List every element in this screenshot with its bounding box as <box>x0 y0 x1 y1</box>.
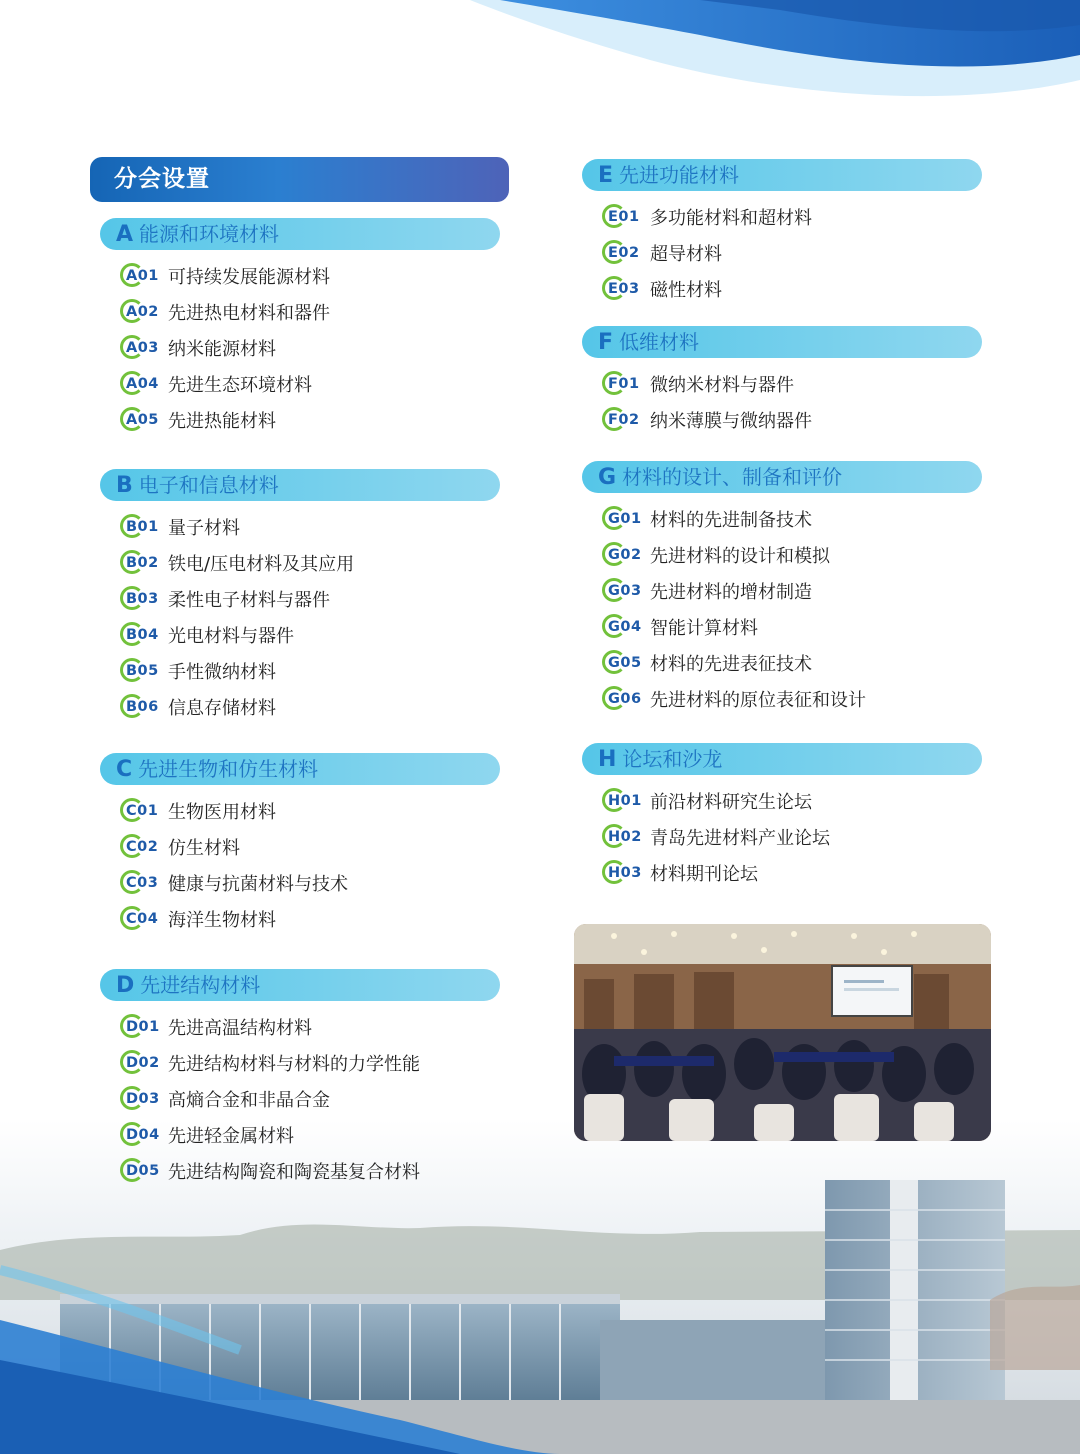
conference-hall-photo <box>574 924 991 1141</box>
item-label: 先进热电材料和器件 <box>168 303 330 324</box>
code-badge: H01 <box>602 787 646 815</box>
list-item <box>120 617 500 653</box>
code-badge: B05 <box>120 657 164 685</box>
item-label: 材料的先进表征技术 <box>650 654 812 675</box>
list-item <box>602 199 982 235</box>
item-label: 材料期刊论坛 <box>650 864 758 885</box>
item-label: 健康与抗菌材料与技术 <box>168 874 348 895</box>
section-letter: H <box>598 747 617 772</box>
list-item <box>120 653 500 689</box>
section-name: 低维材料 <box>619 330 700 354</box>
list-item <box>120 366 500 402</box>
item-label: 前沿材料研究生论坛 <box>650 792 812 813</box>
section-b <box>100 469 500 725</box>
code-badge: D04 <box>120 1121 164 1149</box>
code-badge: B06 <box>120 693 164 721</box>
item-label: 磁性材料 <box>650 280 722 301</box>
list-item <box>120 793 500 829</box>
code-badge: G06 <box>602 685 646 713</box>
list-item <box>120 1009 500 1045</box>
section-name: 先进功能材料 <box>619 163 740 187</box>
section-header <box>582 743 982 775</box>
item-label: 先进材料的设计和模拟 <box>650 546 830 567</box>
code-badge: D03 <box>120 1085 164 1113</box>
code-badge: H02 <box>602 823 646 851</box>
code-badge: G02 <box>602 541 646 569</box>
section-letter: A <box>116 222 134 247</box>
section-d <box>100 969 500 1189</box>
item-label: 仿生材料 <box>168 838 240 859</box>
code-badge: C04 <box>120 905 164 933</box>
list-item <box>602 645 982 681</box>
code-badge: A01 <box>120 262 164 290</box>
section-header <box>582 159 982 191</box>
item-label: 先进生态环境材料 <box>168 375 312 396</box>
item-label: 纳米薄膜与微纳器件 <box>650 411 812 432</box>
section-c <box>100 753 500 937</box>
list-item <box>120 689 500 725</box>
section-letter: F <box>598 330 614 355</box>
code-badge: C01 <box>120 797 164 825</box>
section-e <box>582 159 982 307</box>
list-item <box>120 865 500 901</box>
list-item <box>120 402 500 438</box>
section-name: 先进生物和仿生材料 <box>138 757 319 781</box>
item-label: 先进轻金属材料 <box>168 1126 294 1147</box>
top-wave-decoration <box>0 0 1080 140</box>
code-badge: A02 <box>120 298 164 326</box>
list-item <box>602 537 982 573</box>
list-item <box>120 581 500 617</box>
section-h <box>582 743 982 891</box>
item-label: 青岛先进材料产业论坛 <box>650 828 830 849</box>
item-label: 柔性电子材料与器件 <box>168 590 330 611</box>
code-badge: F02 <box>602 406 646 434</box>
code-badge: C02 <box>120 833 164 861</box>
item-label: 智能计算材料 <box>650 618 758 639</box>
code-badge: D01 <box>120 1013 164 1041</box>
section-name: 能源和环境材料 <box>139 222 280 246</box>
code-badge: H03 <box>602 859 646 887</box>
section-header <box>582 326 982 358</box>
code-badge: G03 <box>602 577 646 605</box>
code-badge: D05 <box>120 1157 164 1185</box>
list-item <box>120 1117 500 1153</box>
list-item <box>602 271 982 307</box>
section-g <box>582 461 982 717</box>
list-item <box>120 545 500 581</box>
list-item <box>120 1045 500 1081</box>
code-badge: E02 <box>602 239 646 267</box>
item-label: 微纳米材料与器件 <box>650 375 794 396</box>
list-item <box>120 294 500 330</box>
code-badge: D02 <box>120 1049 164 1077</box>
code-badge: A03 <box>120 334 164 362</box>
item-label: 先进材料的原位表征和设计 <box>650 690 866 711</box>
list-item <box>602 855 982 891</box>
page-title: 分会设置 <box>90 157 509 202</box>
code-badge: A04 <box>120 370 164 398</box>
code-badge: G01 <box>602 505 646 533</box>
section-name: 电子和信息材料 <box>138 473 279 497</box>
item-label: 材料的先进制备技术 <box>650 510 812 531</box>
item-label: 信息存储材料 <box>168 698 276 719</box>
section-name: 材料的设计、制备和评价 <box>622 465 843 489</box>
section-letter: B <box>116 473 133 498</box>
list-item <box>120 829 500 865</box>
item-label: 光电材料与器件 <box>168 626 294 647</box>
list-item <box>120 1153 500 1189</box>
section-name: 论坛和沙龙 <box>622 747 723 771</box>
item-label: 高熵合金和非晶合金 <box>168 1090 330 1111</box>
list-item <box>120 330 500 366</box>
code-badge: G05 <box>602 649 646 677</box>
list-item <box>602 783 982 819</box>
list-item <box>120 901 500 937</box>
item-label: 先进结构材料与材料的力学性能 <box>168 1054 420 1075</box>
list-item <box>120 509 500 545</box>
item-label: 可持续发展能源材料 <box>168 267 330 288</box>
code-badge: C03 <box>120 869 164 897</box>
section-name: 先进结构材料 <box>140 973 261 997</box>
section-header <box>582 461 982 493</box>
list-item <box>120 258 500 294</box>
code-badge: B02 <box>120 549 164 577</box>
section-header <box>100 218 500 250</box>
list-item <box>602 681 982 717</box>
list-item <box>120 1081 500 1117</box>
section-letter: C <box>116 757 133 782</box>
code-badge: F01 <box>602 370 646 398</box>
section-f <box>582 326 982 438</box>
code-badge: B04 <box>120 621 164 649</box>
item-label: 手性微纳材料 <box>168 662 276 683</box>
list-item <box>602 819 982 855</box>
list-item <box>602 235 982 271</box>
item-label: 先进热能材料 <box>168 411 276 432</box>
list-item <box>602 501 982 537</box>
list-item <box>602 366 982 402</box>
section-letter: G <box>598 465 617 490</box>
section-letter: D <box>116 973 135 998</box>
code-badge: E03 <box>602 275 646 303</box>
section-a <box>100 218 500 438</box>
item-label: 铁电/压电材料及其应用 <box>168 554 355 575</box>
list-item <box>602 573 982 609</box>
item-label: 海洋生物材料 <box>168 910 276 931</box>
item-label: 超导材料 <box>650 244 722 265</box>
list-item <box>602 402 982 438</box>
item-label: 生物医用材料 <box>168 802 276 823</box>
code-badge: B03 <box>120 585 164 613</box>
list-item <box>602 609 982 645</box>
code-badge: A05 <box>120 406 164 434</box>
section-header <box>100 969 500 1001</box>
item-label: 量子材料 <box>168 518 240 539</box>
section-header <box>100 469 500 501</box>
code-badge: G04 <box>602 613 646 641</box>
item-label: 先进结构陶瓷和陶瓷基复合材料 <box>168 1162 420 1183</box>
section-header <box>100 753 500 785</box>
item-label: 多功能材料和超材料 <box>650 208 812 229</box>
code-badge: B01 <box>120 513 164 541</box>
code-badge: E01 <box>602 203 646 231</box>
item-label: 纳米能源材料 <box>168 339 276 360</box>
item-label: 先进材料的增材制造 <box>650 582 812 603</box>
section-letter: E <box>598 163 614 188</box>
item-label: 先进高温结构材料 <box>168 1018 312 1039</box>
